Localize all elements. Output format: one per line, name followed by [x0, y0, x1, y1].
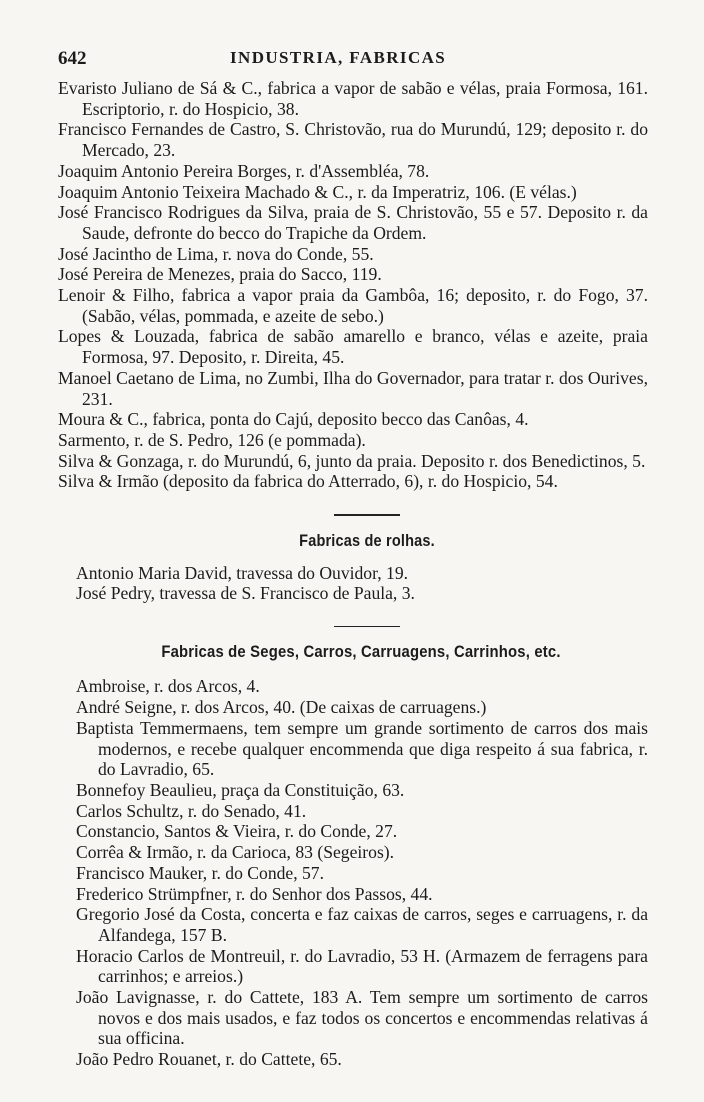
directory-entry: José Francisco Rodrigues da Silva, praia de S. Christovão, 55 e 57. Deposito r. da Saude, defronte do becco do Trapiche da Ordem. [58, 202, 648, 243]
directory-entry: Gregorio José da Costa, concerta e faz caixas de carros, seges e carruagens, r. da Alfandega, 157 B. [76, 904, 648, 945]
directory-entry: João Lavignasse, r. do Cattete, 183 A. Tem sempre um sortimento de carros novos e dos mais usados, e faz todos os concertos e encommendas relativas á sua officina. [76, 987, 648, 1049]
running-title: INDUSTRIA, FABRICAS [230, 48, 447, 67]
directory-entry: Corrêa & Irmão, r. da Carioca, 83 (Segeiros). [76, 842, 395, 863]
section-divider [334, 514, 400, 516]
directory-entry: Joaquim Antonio Teixeira Machado & C., r. da Imperatriz, 106. (E vélas.) [58, 181, 577, 202]
directory-entry: José Pedry, travessa de S. Francisco de Paula, 3. [76, 583, 415, 604]
directory-entry: Ambroise, r. dos Arcos, 4. [76, 676, 260, 697]
directory-entry: Carlos Schultz, r. do Senado, 41. [76, 800, 307, 821]
page-number: 642 [58, 48, 87, 69]
directory-entry: André Seigne, r. dos Arcos, 40. (De caixas de carruagens.) [76, 697, 487, 718]
directory-entry: Silva & Irmão (deposito da fabrica do Atterrado, 6), r. do Hospicio, 54. [58, 471, 558, 492]
directory-entry: João Pedro Rouanet, r. do Cattete, 65. [76, 1049, 342, 1070]
directory-entry: Horacio Carlos de Montreuil, r. do Lavradio, 53 H. (Armazem de ferragens para carrinhos; e arreios.) [76, 945, 648, 987]
directory-entry: Silva & Gonzaga, r. do Murundú, 6, junto da praia. Deposito r. dos Benedictinos, 5. [58, 450, 646, 471]
directory-entry: Joaquim Antonio Pereira Borges, r. d'Assembléa, 78. [58, 160, 430, 181]
directory-entry: Lenoir & Filho, fabrica a vapor praia da Gambôa, 16; deposito, r. do Fogo, 37. (Sabão, vélas, pommada, e azeite de sebo.) [58, 285, 648, 326]
directory-entry: José Jacintho de Lima, r. nova do Conde, 55. [58, 243, 374, 264]
directory-entry: Evaristo Juliano de Sá & C., fabrica a vapor de sabão e vélas, praia Formosa, 161. Escriptorio, r. do Hospicio, 38. [58, 78, 648, 119]
section-cork-factories [58, 532, 648, 604]
section-divider [334, 626, 400, 628]
directory-entry: Francisco Fernandes de Castro, S. Christovão, rua do Murundú, 129; deposito r. do Mercado, 23. [58, 119, 648, 161]
directory-entry: Manoel Caetano de Lima, no Zumbi, Ilha do Governador, para tratar r. dos Ourives, 231. [58, 367, 648, 409]
page-header [58, 48, 648, 74]
directory-entry: Frederico Strümpfner, r. do Senhor dos Passos, 44. [76, 883, 433, 904]
section-soap-candle-factories [58, 78, 648, 492]
directory-entry: Constancio, Santos & Vieira, r. do Conde, 27. [76, 821, 398, 842]
directory-entry: Baptista Temmermaens, tem sempre um grande sortimento de carros dos mais modernos, e recebe qualquer encommenda que diga respeito á sua fabrica, r. do Lavradio, 65. [76, 717, 648, 780]
directory-entry: Moura & C., fabrica, ponta do Cajú, deposito becco das Canôas, 4. [58, 409, 529, 430]
section-heading: Fabricas de rolhas. [299, 531, 435, 550]
directory-page [58, 48, 648, 1070]
directory-entry: Lopes & Louzada, fabrica de sabão amarello e branco, vélas e azeite, praia Formosa, 97. Deposito, r. Direita, 45. [58, 326, 648, 368]
directory-entry: Bonnefoy Beaulieu, praça da Constituição, 63. [76, 779, 405, 800]
directory-entry: José Pereira de Menezes, praia do Sacco, 119. [58, 264, 382, 285]
directory-entry: Sarmento, r. de S. Pedro, 126 (e pommada). [58, 429, 366, 450]
section-carriage-factories [58, 643, 648, 1069]
directory-entry: Francisco Mauker, r. do Conde, 57. [76, 862, 325, 883]
section-heading: Fabricas de Seges, Carros, Carruagens, Carrinhos, etc. [161, 643, 561, 662]
directory-entry: Antonio Maria David, travessa do Ouvidor, 19. [76, 562, 409, 583]
